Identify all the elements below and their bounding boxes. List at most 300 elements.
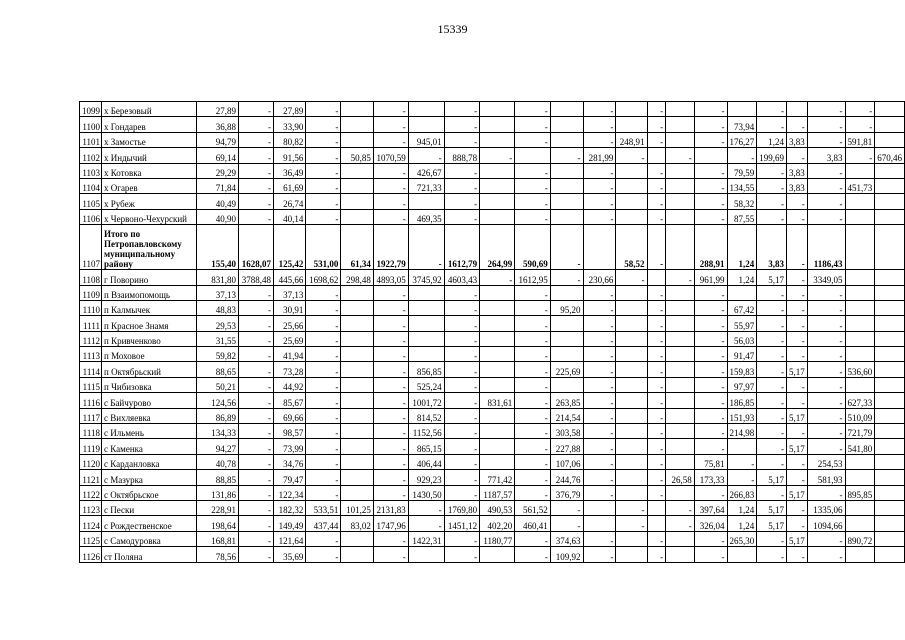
value-cell: 890,72 [845,531,875,546]
value-cell: - [787,516,808,531]
value-cell: 79,59 [727,163,757,178]
value-cell [666,424,695,439]
value-cell: - [239,470,274,485]
value-cell [616,454,647,469]
value-cell: - [647,102,666,117]
value-cell: - [239,347,274,362]
value-cell [845,454,875,469]
value-cell: - [550,500,583,515]
value-cell [616,439,647,454]
value-cell: 3,83 [787,178,808,193]
value-cell [616,408,647,423]
value-cell: - [444,408,479,423]
settlement-name-cell: с Вихляевка [102,408,197,423]
row-number-cell: 1107 [80,225,102,270]
value-cell: 37,13 [274,285,306,300]
value-cell: - [807,408,845,423]
value-cell [408,285,444,300]
value-cell [616,347,647,362]
value-cell: 627,33 [845,393,875,408]
value-cell: 173,33 [694,470,727,485]
value-cell: - [515,102,550,117]
value-cell [616,316,647,331]
value-cell: - [583,470,616,485]
value-cell: - [647,454,666,469]
value-cell [875,285,905,300]
value-cell: - [694,316,727,331]
value-cell [666,132,695,147]
value-cell: - [239,377,274,392]
value-cell: - [373,300,408,315]
value-cell: 533,51 [306,500,341,515]
table-row [80,424,905,439]
row-number-cell: 1101 [80,132,102,147]
value-cell: 1922,79 [373,225,408,270]
value-cell: - [306,163,341,178]
value-cell: - [583,547,616,562]
value-cell: 451,73 [845,178,875,193]
table-row [80,194,905,209]
value-cell [875,209,905,224]
value-cell: - [306,347,341,362]
value-cell [666,347,695,362]
value-cell: - [647,316,666,331]
value-cell [666,102,695,117]
value-cell: 1070,59 [373,148,408,163]
value-cell: 5,17 [787,362,808,377]
value-cell [550,163,583,178]
value-cell: - [757,377,787,392]
value-cell [694,148,727,163]
value-cell: 437,44 [306,516,341,531]
value-cell: - [550,516,583,531]
value-cell: - [373,454,408,469]
value-cell: - [583,424,616,439]
value-cell [480,285,515,300]
row-number-cell: 1112 [80,331,102,346]
value-cell: 1612,79 [444,225,479,270]
value-cell: - [694,485,727,500]
value-cell [666,209,695,224]
value-cell: 298,48 [341,270,373,285]
value-cell: 445,66 [274,270,306,285]
value-cell: - [647,163,666,178]
value-cell: - [583,117,616,132]
value-cell: - [757,285,787,300]
value-cell: - [444,209,479,224]
value-cell: - [239,516,274,531]
value-cell: - [239,454,274,469]
value-cell [666,454,695,469]
value-cell: - [444,194,479,209]
value-cell: 85,67 [274,393,306,408]
value-cell: - [444,117,479,132]
value-cell: 69,14 [197,148,239,163]
value-cell: - [757,102,787,117]
value-cell: 198,64 [197,516,239,531]
value-cell [666,531,695,546]
value-cell: 25,69 [274,331,306,346]
value-cell: - [373,132,408,147]
value-cell: 131,86 [197,485,239,500]
value-cell: 151,93 [727,408,757,423]
value-cell: - [239,408,274,423]
value-cell: - [583,439,616,454]
value-cell: 3745,92 [408,270,444,285]
value-cell: - [694,194,727,209]
value-cell [647,270,666,285]
value-cell: 4893,05 [373,270,408,285]
value-cell: 73,28 [274,362,306,377]
value-cell [666,362,695,377]
value-cell: 109,92 [550,547,583,562]
value-cell [666,117,695,132]
value-cell [647,148,666,163]
value-cell: - [444,424,479,439]
value-cell [341,531,373,546]
value-cell: - [807,331,845,346]
value-cell: - [306,362,341,377]
value-cell: - [373,377,408,392]
value-cell: - [583,393,616,408]
value-cell: - [515,163,550,178]
value-cell [341,347,373,362]
value-cell: - [583,485,616,500]
value-cell: - [239,300,274,315]
value-cell [480,178,515,193]
value-cell [341,178,373,193]
value-cell: 397,64 [694,500,727,515]
settlement-name-cell: с Карданловка [102,454,197,469]
value-cell: - [444,393,479,408]
value-cell: - [647,439,666,454]
row-number-cell: 1114 [80,362,102,377]
value-cell: - [647,424,666,439]
value-cell [875,454,905,469]
value-cell: 590,69 [515,225,550,270]
value-cell: - [694,393,727,408]
value-cell: 35,69 [274,547,306,562]
value-cell: 1,24 [727,270,757,285]
value-cell: 402,20 [480,516,515,531]
value-cell: 214,98 [727,424,757,439]
value-cell: 1,24 [727,500,757,515]
value-cell [341,117,373,132]
settlement-name-cell: п Взаимопомощь [102,285,197,300]
value-cell: - [239,132,274,147]
value-cell: - [373,408,408,423]
table-row [80,516,905,531]
table-row [80,377,905,392]
value-cell: - [616,148,647,163]
value-cell [480,102,515,117]
value-cell: 3,83 [787,163,808,178]
table-row [80,316,905,331]
value-cell: - [306,331,341,346]
value-cell [341,439,373,454]
value-cell: - [787,270,808,285]
settlement-name-cell: с Байчурово [102,393,197,408]
value-cell [875,178,905,193]
value-cell [875,500,905,515]
value-cell: - [787,209,808,224]
value-cell: 26,58 [666,470,695,485]
value-cell: - [239,500,274,515]
value-cell: - [444,132,479,147]
value-cell [666,393,695,408]
row-number-cell: 1106 [80,209,102,224]
value-cell [341,285,373,300]
row-number-cell: 1122 [80,485,102,500]
value-cell: - [444,377,479,392]
value-cell: - [807,178,845,193]
value-cell: - [444,102,479,117]
value-cell [408,331,444,346]
value-cell: 107,06 [550,454,583,469]
settlement-name-cell: с Пески [102,500,197,515]
value-cell [845,347,875,362]
value-cell: - [807,209,845,224]
table-row [80,547,905,562]
row-number-cell: 1109 [80,285,102,300]
value-cell: 199,69 [757,148,787,163]
settlement-name-cell: х Гондарев [102,117,197,132]
value-cell: - [757,485,787,500]
value-cell: - [807,300,845,315]
row-number-cell: 1119 [80,439,102,454]
value-cell: 591,81 [845,132,875,147]
value-cell: - [515,178,550,193]
value-cell [787,102,808,117]
value-cell: - [306,194,341,209]
table-row [80,270,905,285]
value-cell: - [515,132,550,147]
value-cell: - [807,424,845,439]
row-number-cell: 1111 [80,316,102,331]
value-cell [550,316,583,331]
value-cell [341,393,373,408]
value-cell: - [787,454,808,469]
value-cell: - [306,132,341,147]
value-cell: 122,34 [274,485,306,500]
value-cell: - [444,163,479,178]
value-cell [341,331,373,346]
value-cell: - [373,347,408,362]
value-cell [616,163,647,178]
settlement-name-cell: с Самодуровка [102,531,197,546]
value-cell [666,331,695,346]
value-cell: - [757,454,787,469]
value-cell: - [306,485,341,500]
value-cell: 721,79 [845,424,875,439]
value-cell: - [757,531,787,546]
value-cell [480,316,515,331]
table-row [80,300,905,315]
value-cell [875,362,905,377]
value-cell [480,163,515,178]
value-cell: 254,53 [807,454,845,469]
value-cell: - [787,377,808,392]
value-cell: 288,91 [694,225,727,270]
value-cell: 149,49 [274,516,306,531]
value-cell: 58,32 [727,194,757,209]
table-row [80,102,905,117]
table-row [80,454,905,469]
value-cell: 5,17 [787,408,808,423]
value-cell [480,347,515,362]
value-cell: - [647,470,666,485]
value-cell [550,331,583,346]
value-cell: - [444,531,479,546]
value-cell: 929,23 [408,470,444,485]
table-row [80,331,905,346]
value-cell: 121,64 [274,531,306,546]
value-cell: - [647,285,666,300]
value-cell: - [694,377,727,392]
settlement-name-cell: п Красное Знамя [102,316,197,331]
value-cell [480,117,515,132]
settlement-name-cell: Итого по Петропавловскому муниципальному району [102,225,197,270]
value-cell: - [807,132,845,147]
value-cell: - [807,531,845,546]
table-row [80,132,905,147]
value-cell: - [444,547,479,562]
value-cell: - [647,377,666,392]
value-cell: - [515,331,550,346]
value-cell: 69,66 [274,408,306,423]
value-cell: - [647,225,666,270]
row-number-cell: 1118 [80,424,102,439]
table-row [80,285,905,300]
value-cell: 3788,48 [239,270,274,285]
settlement-name-cell: с Октябрьское [102,485,197,500]
value-cell [666,300,695,315]
value-cell [845,300,875,315]
value-cell [341,209,373,224]
value-cell [480,424,515,439]
value-cell [845,225,875,270]
value-cell: 281,99 [583,148,616,163]
value-cell: 1628,07 [239,225,274,270]
value-cell: - [807,194,845,209]
value-cell: - [373,439,408,454]
value-cell [875,163,905,178]
value-cell [515,148,550,163]
value-cell: 460,41 [515,516,550,531]
value-cell: - [694,439,727,454]
value-cell: - [757,424,787,439]
value-cell [875,316,905,331]
value-cell: - [666,270,695,285]
value-cell [550,285,583,300]
value-cell: - [787,225,808,270]
value-cell: 531,00 [306,225,341,270]
settlement-name-cell: с Каменка [102,439,197,454]
value-cell: 1,24 [727,516,757,531]
value-cell: 1430,50 [408,485,444,500]
settlement-name-cell: с Ильмень [102,424,197,439]
value-cell [666,485,695,500]
value-cell: 376,79 [550,485,583,500]
value-cell: - [787,331,808,346]
table-row [80,178,905,193]
value-cell: 40,14 [274,209,306,224]
value-cell: 33,90 [274,117,306,132]
row-number-cell: 1113 [80,347,102,362]
value-cell: 71,84 [197,178,239,193]
value-cell: 1422,31 [408,531,444,546]
value-cell: 5,17 [757,270,787,285]
value-cell [408,347,444,362]
table-body [80,102,905,563]
value-cell: - [373,331,408,346]
value-cell: 3,83 [787,132,808,147]
value-cell: - [694,531,727,546]
value-cell: - [845,102,875,117]
table-row [80,485,905,500]
value-cell: - [757,347,787,362]
value-cell [341,485,373,500]
value-cell: - [373,316,408,331]
value-cell: 1612,95 [515,270,550,285]
value-cell: - [583,285,616,300]
value-cell [341,102,373,117]
value-cell: 426,67 [408,163,444,178]
value-cell [616,209,647,224]
value-cell [408,194,444,209]
value-cell: - [694,408,727,423]
value-cell [480,194,515,209]
value-cell: 86,89 [197,408,239,423]
value-cell: - [757,331,787,346]
value-cell [616,470,647,485]
value-cell: - [583,408,616,423]
settlement-name-cell: с Мазурка [102,470,197,485]
value-cell: - [239,439,274,454]
value-cell: - [666,148,695,163]
settlement-name-cell: х Индычий [102,148,197,163]
value-cell: - [239,285,274,300]
value-cell: - [373,393,408,408]
value-cell: - [444,331,479,346]
value-cell: - [845,117,875,132]
value-cell: 98,57 [274,424,306,439]
value-cell: - [694,362,727,377]
value-cell: - [515,408,550,423]
value-cell: 406,44 [408,454,444,469]
settlement-name-cell: х Червоно-Чехурский [102,209,197,224]
value-cell [480,300,515,315]
value-cell: 75,81 [694,454,727,469]
value-cell: 26,74 [274,194,306,209]
value-cell [480,209,515,224]
value-cell [666,225,695,270]
value-cell: 91,47 [727,347,757,362]
value-cell: - [239,547,274,562]
value-cell: - [239,485,274,500]
value-cell: - [239,362,274,377]
settlement-name-cell: х Березовый [102,102,197,117]
value-cell: - [373,178,408,193]
value-cell: - [787,148,808,163]
value-cell: 79,47 [274,470,306,485]
value-cell: 1698,62 [306,270,341,285]
value-cell: 56,03 [727,331,757,346]
value-cell [727,102,757,117]
value-cell: - [239,316,274,331]
value-cell [616,424,647,439]
value-cell: 61,34 [341,225,373,270]
